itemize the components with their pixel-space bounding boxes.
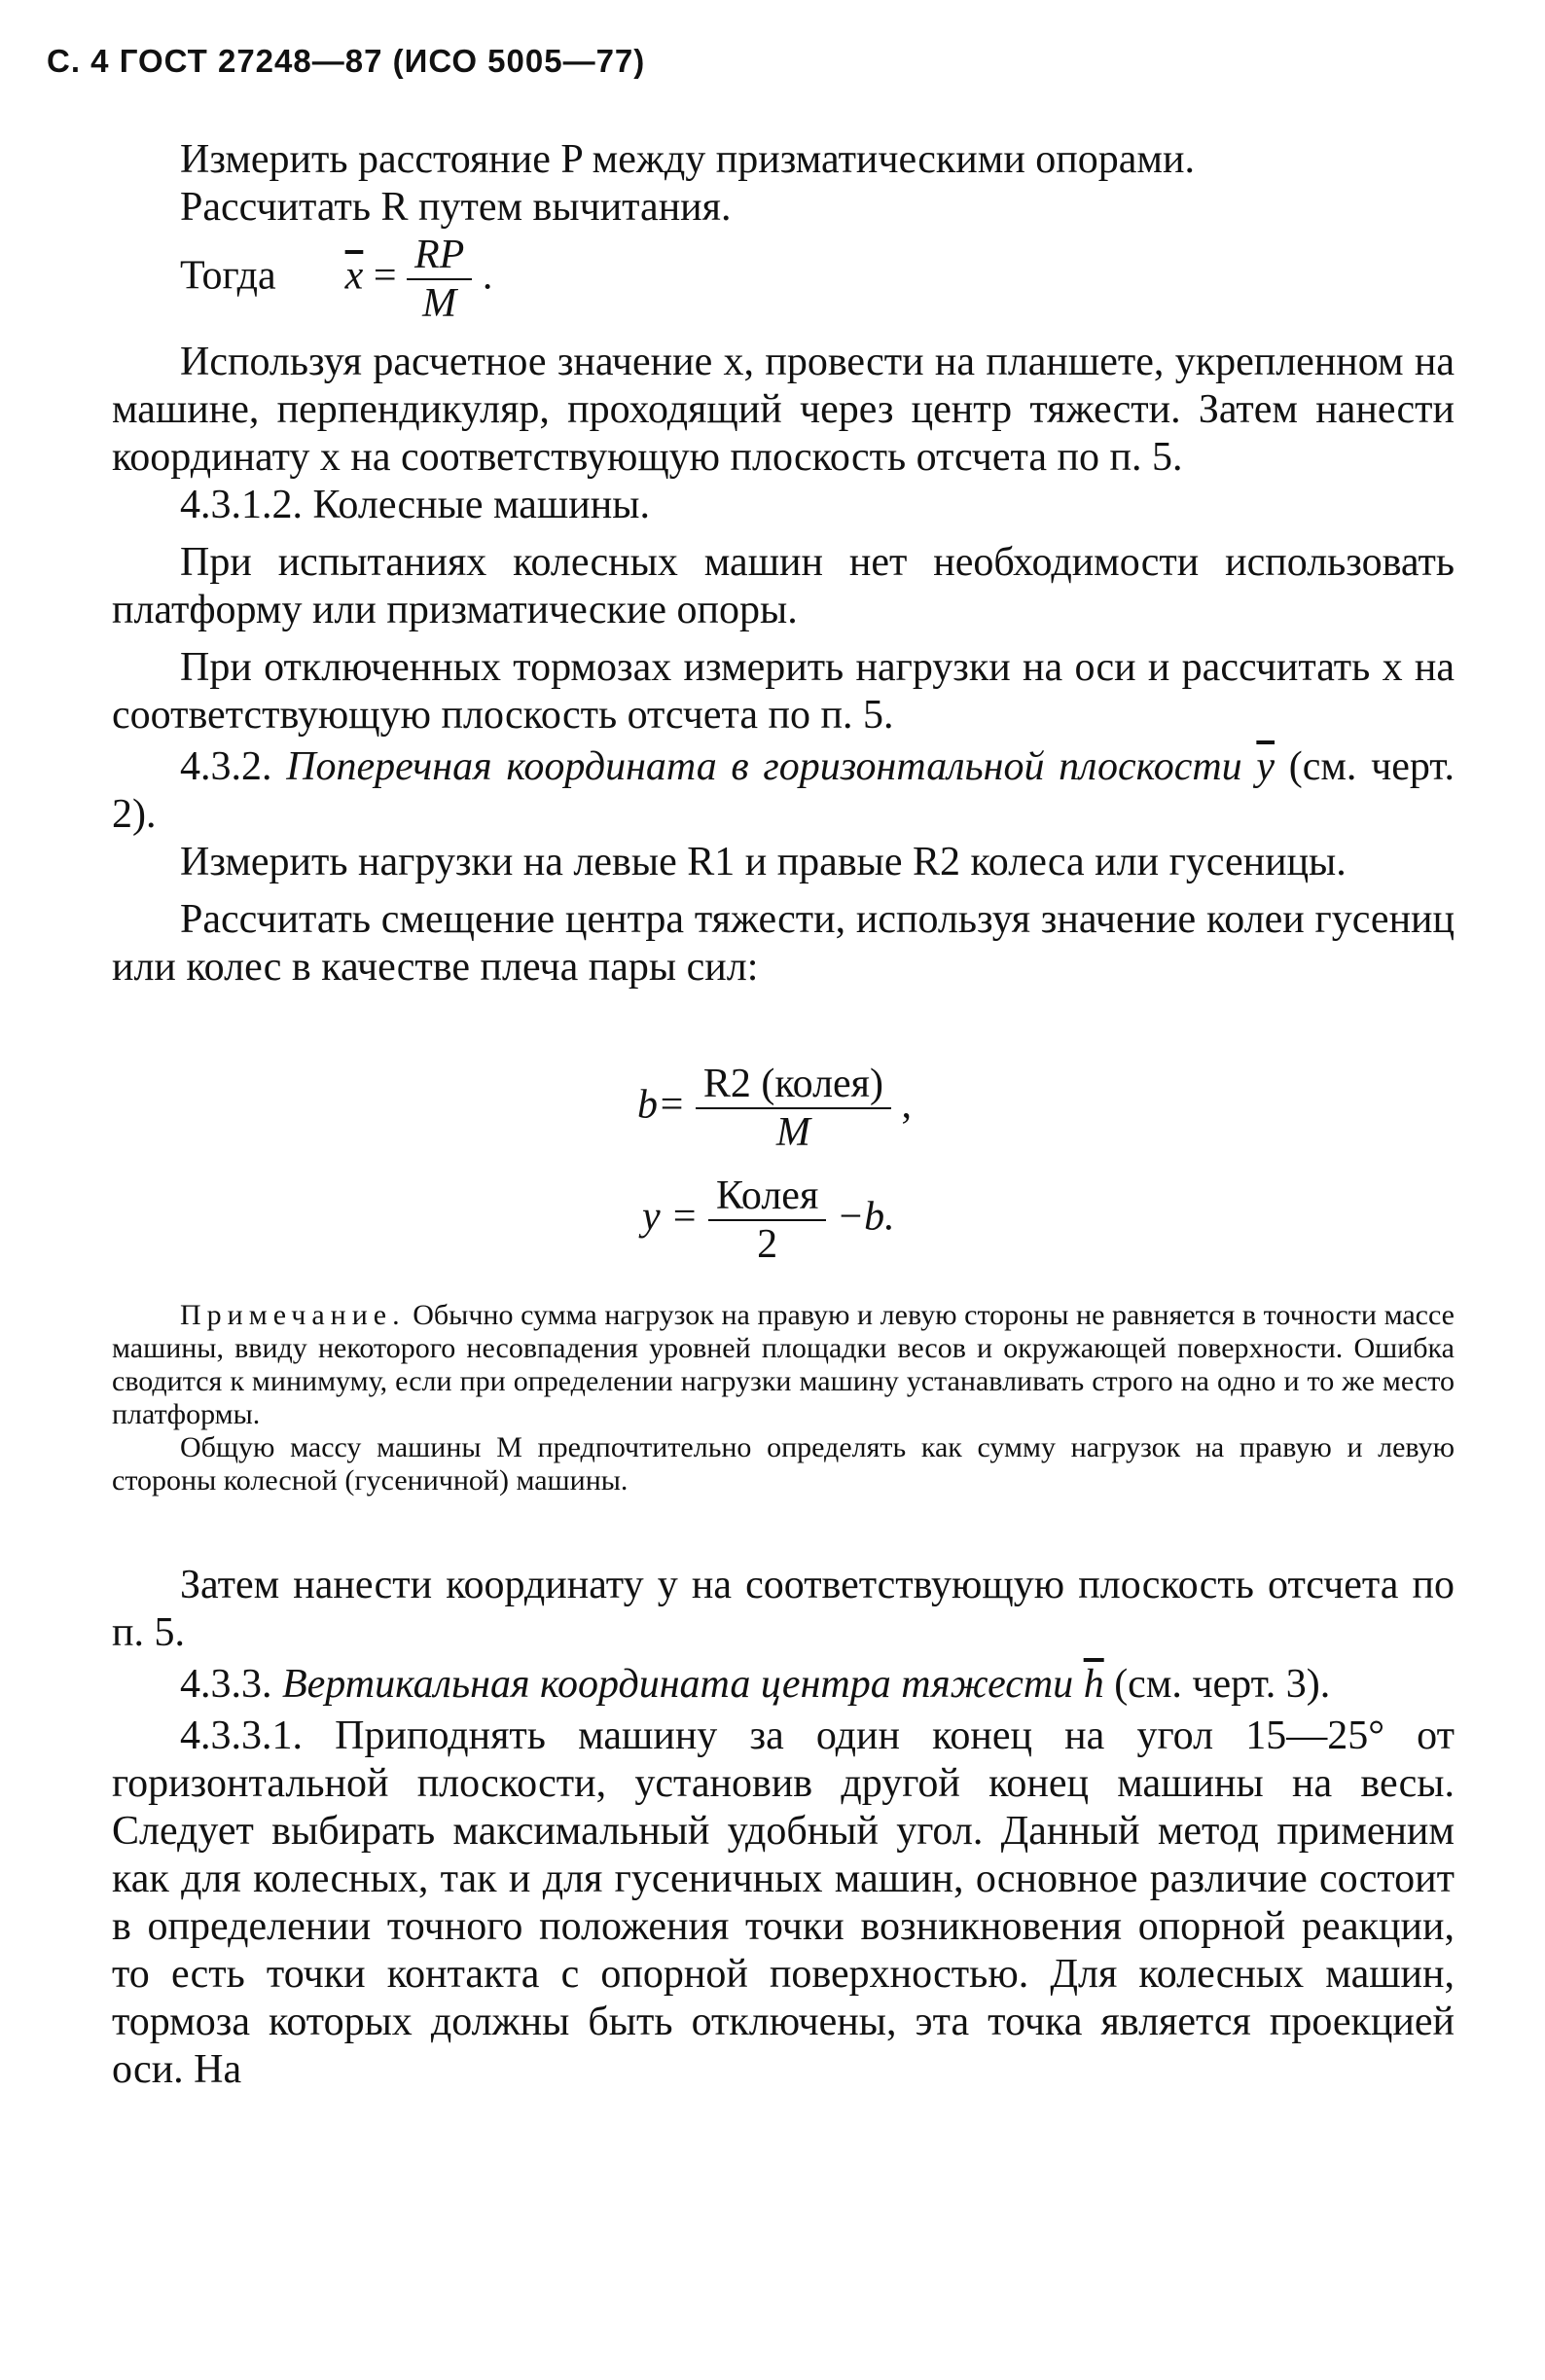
formula-b: b= $\frac{\text{R2 (колея)}}{M}$ , — [637, 1062, 912, 1155]
heading-433-ref: (см. черт. 3). — [1114, 1662, 1331, 1707]
paragraph-measure-loads: Измерить нагрузки на левые R1 и правые R2 колеса или гусеницы. — [180, 840, 1347, 884]
heading-432-title: Поперечная координата в горизонтальной плоскости — [286, 744, 1242, 789]
note-paragraph-2: Общую массу машины M предпочтительно определять как сумму нагрузок на правую и левую стороны колесной (гусеничной) машины. — [112, 1431, 1455, 1497]
formula-x-lhs: $\overline{x}$ — [344, 253, 364, 299]
formula-x-denominator: M — [422, 281, 457, 326]
formula-b-fraction — [696, 1061, 891, 1156]
main-text-2 — [112, 1562, 1455, 2094]
formula-b-numerator: R2 (колея) — [696, 1061, 891, 1109]
formula-x-numerator: RP — [407, 232, 472, 280]
formula-y-lhs: y = — [642, 1194, 699, 1240]
paragraph-calc-offset: Рассчитать смещение центра тяжести, используя значение колеи гусениц или колес в качестве плеча пары сил: — [112, 897, 1455, 990]
paragraph-using-x: Используя расчетное значение x, провести на планшете, укрепленном на машине, перпендикуляр, проходящий через центр тяжести. Затем нанести координату x на соответствующую плоскость отсчета по п. 5. — [112, 340, 1455, 480]
measure-distance-line: Измерить расстояние P между призматическими опорами. — [180, 137, 1195, 182]
formula-x-fraction — [407, 232, 472, 327]
formula-y-tail: −b. — [836, 1194, 895, 1240]
formula-b-denominator: M — [775, 1110, 810, 1155]
note-block — [112, 1299, 1455, 1497]
heading-4312: 4.3.1.2. Колесные машины. — [180, 483, 650, 527]
calc-r-line: Рассчитать R путем вычитания. — [180, 185, 732, 230]
intro-block — [112, 136, 1455, 232]
heading-433 — [112, 1661, 1455, 1709]
note-paragraph — [112, 1299, 1455, 1431]
formula-y — [642, 1172, 895, 1268]
formula-y-denominator: 2 — [757, 1222, 778, 1267]
formula-x: Тогда $\overline{x}$ = $\frac{RP}{M}$ . — [180, 233, 493, 326]
heading-432-ref: (см. черт. 2). — [112, 744, 1455, 837]
heading-432 — [112, 743, 1455, 839]
paragraph-then-y: Затем нанести координату y на соответствующую плоскость отсчета по п. 5. — [112, 1563, 1455, 1655]
note-label: Примечание. — [180, 1299, 406, 1331]
heading-432-number: 4.3.2. — [180, 744, 272, 789]
paragraph-brakes: При отключенных тормозах измерить нагрузки на оси и рассчитать x на соответствующую плоскость отсчета по п. 5. — [112, 645, 1455, 738]
note-text: Обычно сумма нагрузок на правую и левую стороны не равняется в точности массе машины, ввиду некоторого несовпадения уровней площадки весов и окружающей поверхности. Ошибка сводится к минимуму, если при определении нагрузки машину устанавливать строго на одно и то же место платформы. — [112, 1299, 1455, 1430]
formula-y-numerator: Колея — [708, 1172, 826, 1221]
formula-x-label: Тогда — [180, 253, 276, 299]
heading-432-symbol: $\overline{y}$ — [1256, 744, 1276, 789]
heading-433-symbol: $\overline{h}$ — [1083, 1662, 1104, 1707]
heading-433-title: Вертикальная координата центра тяжести — [282, 1662, 1074, 1707]
paragraph-4331: 4.3.3.1. Приподнять машину за один конец на угол 15—25° от горизонтальной плоскости, установив другой конец машины на весы. Следует выбирать максимальный удобный угол. Данный метод применим как для колесных, так и для гусеничных машин, основное различие состоит в определении точного положения точки возникновения опорной реакции, то есть точки контакта с опорной поверхностью. Для колесных машин, тормоза которых должны быть отключены, эта точка является проекцией оси. На — [112, 1713, 1455, 2092]
page-header: С. 4 ГОСТ 27248—87 (ИСО 5005—77) — [47, 43, 646, 79]
heading-433-number: 4.3.3. — [180, 1662, 272, 1707]
formula-y-fraction — [708, 1172, 826, 1268]
paragraph-wheeled: При испытаниях колесных машин нет необходимости использовать платформу или призматические опоры. — [112, 540, 1455, 632]
formula-b-lhs: b= — [637, 1082, 686, 1128]
main-text-1 — [112, 339, 1455, 992]
